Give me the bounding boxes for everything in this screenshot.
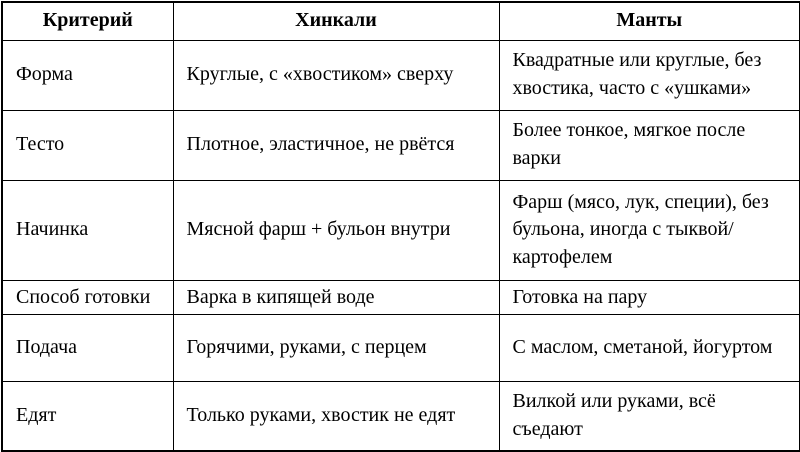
table-row-podacha: [2, 315, 800, 382]
khinkali-vs-manty-table: [1, 1, 800, 452]
cell-criterion: Форма: [2, 40, 173, 110]
column-header-criterion: Критерий: [2, 2, 173, 40]
cell-manty: Готовка на пару: [499, 280, 800, 315]
cell-khinkali: Круглые, с «хвостиком» сверху: [173, 40, 499, 110]
cell-manty: Квадратные или круглые, без хвостика, часто с «ушками»: [499, 40, 800, 110]
cell-criterion: Начинка: [2, 180, 173, 280]
table-row-edyat: [2, 382, 800, 451]
table-row-nachinka: [2, 180, 800, 280]
cell-khinkali: Плотное, эластичное, не рвётся: [173, 110, 499, 180]
column-header-khinkali: Хинкали: [173, 2, 499, 40]
column-header-manty: Манты: [499, 2, 800, 40]
cell-khinkali: Мясной фарш + бульон внутри: [173, 180, 499, 280]
cell-criterion: Тесто: [2, 110, 173, 180]
header-row: [2, 2, 800, 40]
cell-khinkali: Варка в кипящей воде: [173, 280, 499, 315]
table-row-testo: [2, 110, 800, 180]
cell-khinkali: Горячими, руками, с перцем: [173, 315, 499, 382]
cell-manty: Вилкой или руками, всё съедают: [499, 382, 800, 451]
cell-manty: Фарш (мясо, лук, специи), без бульона, иногда с тыквой/картофелем: [499, 180, 800, 280]
cell-criterion: Способ готовки: [2, 280, 173, 315]
cell-manty: Более тонкое, мягкое после варки: [499, 110, 800, 180]
cell-criterion: Едят: [2, 382, 173, 451]
table-row-forma: [2, 40, 800, 110]
cell-criterion: Подача: [2, 315, 173, 382]
cell-manty: С маслом, сметаной, йогуртом: [499, 315, 800, 382]
table-row-sposob-gotovki: [2, 280, 800, 315]
cell-khinkali: Только руками, хвостик не едят: [173, 382, 499, 451]
